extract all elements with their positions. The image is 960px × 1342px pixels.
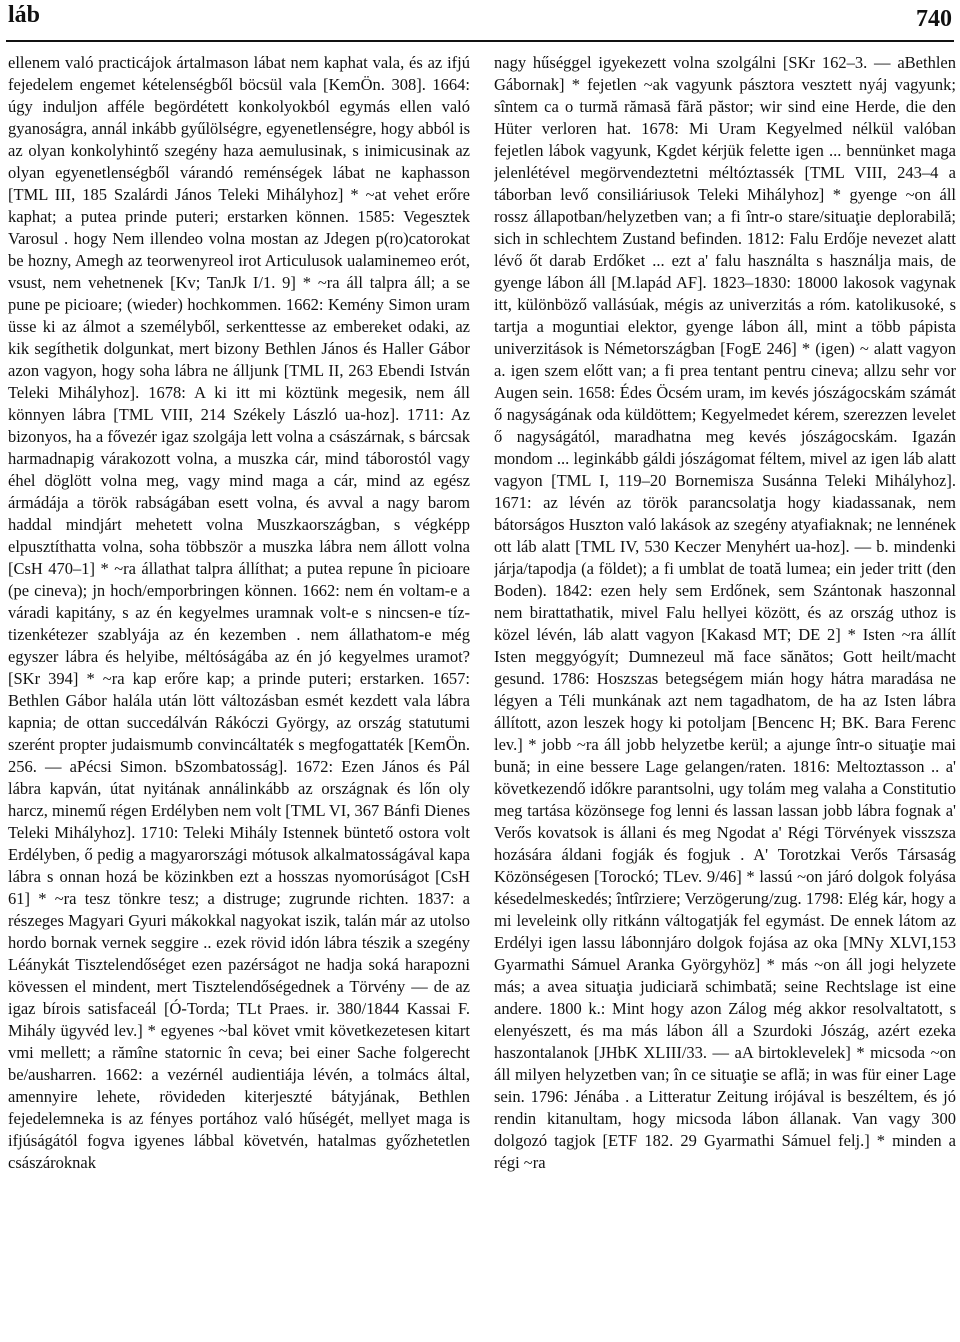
- page-header: [6, 0, 954, 40]
- right-column: [494, 52, 956, 1338]
- left-column: [8, 52, 470, 1338]
- header-rule: [6, 40, 954, 42]
- page-number: 740: [916, 6, 952, 32]
- left-column-text: ellenem való practicájok ártalmason lábat nem kaphat vala, és az ifjú fejedelem engemet kételenségből böcsül vala [KemÖn. 308]. 1664: úgy induljon afféle begördétett konkolyokból egymás ellen való gyanoságra, annál inkább gyűlölségre, egyenetlenségre, hogy abból is az olyan konkolyhintő szegény haza aemulusinak, s inimicusinak az olyan egyenetlenségből várandó reménségek lábat ne kaphasson [TML III, 185 Szalárdi János Teleki Mihályhoz] * ~at vehet erőre kaphat; a putea prinde puteri; erstarken können. 1585: Vegesztek Varosul . hogy Nem illendeo volna mostan az Jdegen p(ro)catorokat be hozny, Amegh az teorwenyreol irot Articulusok ualaminemeo erót, vsust, nem vehetnenek [Kv; TanJk I/1. 9] * ~ra áll talpra áll; a se pune pe picioare; (wieder) hochkommen. 1662: Kemény Simon uram üsse ki az álmot a személyből, serkenttesse az embereket odaki, az kik segíthetik dolgunkat, mert bizony Bethlen János és Haller Gábor azon vagyon, hogy soha lábra ne álljunk [TML II, 263 Ebendi István Teleki Mihályhoz]. 1678: A ki itt mi köztünk megesik, nem áll könnyen lábra [TML VIII, 214 Székely László ua-hoz]. 1711: Az bizonyos, ha a fővezér igaz szolgája lett volna a császárnak, s bárcsak harmadnapig várakozott volna, a muszka cár, mind táborostól vagy éhel döglött volna meg, vagy mind maga a cár, mind az egész ármádája a török rabságában esett volna, és avval a nagy barom haddal mindjárt mehetett volna Muszkaországban, s végképp elpusztíthatta volna, soha többször a muszka lábra nem állott volna [CsH 470–1] * ~ra állathat talpra állíthat; a putea repune în picioare (pe cineva); jn hoch/emporbringen können. 1662: nem én voltam-e a váradi kapitány, s az én kegyelmes uramnak volt-e s nincsen-e tíz-tizenkétezer szablyája az én kezemben . nem állathatom-e még egyszer lábra és helyibe, méltóságába az én jó kegyelmes uramot? [SKr 394] * ~ra kap erőre kap; a prinde puteri; erstarken. 1657: Bethlen Gábor halála után lött változásban esmét kezdett vala lábra kapnia; de ottan succedálván Rákóczi György, az ország statutumi szerént propter judaismumb convincáltaték s megfogattaték [KemÖn. 256. — aPécsi Simon. bSzombatosság]. 1672: Ezen János és Pál lábra kapván, útat nyitának annálinkább az országnak és lőn oly harcz, minemű régen Erdélyben nem volt [TML VI, 367 Bánfi Dienes Teleki Mihályhoz]. 1710: Teleki Mihály Istennek büntető ostora volt Erdélyben, ő pedig a magyarországi mótusok alkalmatosságával kapa lábra s onnan hozá be közinkben ezt a hosszas nyomorúságot [CsH 61] * ~ra tesz tönkre tesz; a distruge; zugrunde richten. 1837: a részeges Magyari Gyuri mákokkal nagyokat iszik, talán már az utolso hordo bornak vernek seggire .. ezek rövid idón lábra tészik a szegény Léánykát Tisztelendőséget ezen pazérságot ne hadja soká harapozni kövessen el mindent, mert Tisztelendőségednek a Törvény — de az igaz bírois satisfaceál [Ó-Torda; TLt Praes. ir. 380/1844 Kassai F. Mihály ügyvéd lev.] * egyenes ~bal követ vmit következetesen kitart vmi mellett; a rămîne statornic în ceva; bei einer Sache folgerecht be/ausharren. 1662: a vezérnél audientiája lévén, a tolmács által, amennyire lehete, rövideden kiterjeszté bátyjának, Bethlen fejedelemneka is az fényes portához való hűségét, mellyet maga is ifjúságától fogva igyenes lábbal követvén, hatalmas győzhetetlen császároknak: [8, 53, 470, 1172]
- right-column-text: nagy hűséggel igyekezett volna szolgálni [SKr 162–3. — aBethlen Gábornak] * fejetlen ~ak vagyunk pásztora vesztett nyáj vagyunk; sîntem ca o turmă rămasă fără păstor; wir sind eine Herde, die den Hüter verloren hat. 1678: Mi Uram Kegyelmed nélkül valóban fejetlen lábok vagyunk, Kgdet kérjük felette igen ... bennünket maga jelenlétével megörvendeztetni méltóztassék [TML VIII, 243–4 a táborban levő consiliáriusok Teleki Mihályhoz] * gyenge ~on áll rossz állapotban/helyzetben van; a fi într-o stare/situaţie deplorabilă; sich in schlechtem Zustand befinden. 1812: Falu Erdője nevezet alatt lévő őt darab Erdőket ... ezt a' falu használta s használja mais, de gyenge lábon áll [M.lapád AF]. 1823–1830: 18000 lakosok vagynak itt, különböző vallásúak, mégis az univerzitás a róm. katolikusoké, s tartja a moguntiai elektor, gyenge lábon áll, mint a több pápista univerzitások is Németországban [FogE 246] * (igen) ~ alatt vagyon a. igen szem előtt van; a fi prea tentant pentru cineva; allzu sehr vor Augen sein. 1658: Édes Öcsém uram, im kevés jószágocskám számát ő nagyságának oda küldöttem; Kegyelmedet kérem, szerezzen levelet ő nagyságától, maradhatna meg kevés jószágocskám. Igazán mondom ... leginkább gáldi jószágomat féltem, mivel az igen láb alatt vagyon [TML I, 119–20 Bornemisza Susánna Teleki Mihályhoz]. 1671: az lévén az török parancsolatja hogy kiadassanak, nem bátorságos Huszton való lakások az szegény atyafiaknak; ne lennének ott láb alatt [TML IV, 530 Keczer Menyhért ua-hoz]. — b. mindenki járja/tapodja (a földet); a fi umblat de toată lumea; ein jeder tritt (den Boden). 1842: ezen hely sem Erdőnek, sem Szántonak haszonnal nem birattathatik, mivel Falu hellyei között, és az ország uthoz is közel lévén, láb alatt vagyon [Kakasd MT; DE 2] * Isten ~ra állít Isten meggyógyít; Dumnezeul mă face sănătos; Gott heilt/macht gesund. 1786: Hoszszas betegségem mián hogy hátra maradása ne légyen a Téli munkának azt nem tagadhatom, de ha az Isten lábra állított, azon leszek hogy ki potoljam [Bencenc H; BK. Bara Ferenc lev.] * jobb ~ra áll jobb helyzetbe kerül; a ajunge într-o situaţie mai bună; in eine bessere Lage gelangen/raten. 1816: Meltoztasson .. a' következendő időkre parantsolni, ugy tolám meg valaha a Constitutio meg tartása közönsege fog lenni és lassan lassan jobb lábra fognak a' Verős kovatsok is állani és meg Ngodat a' Régi Törvények visszsza hozására áldani fogják és fogjuk . A' Torotzkai Verős Társaság Közönségesen [Torockó; TLev. 9/46] * lassú ~on járó dolgok folyása késedelmeskedés; întîrziere; Verzögerung/zug. 1798: Elég kár, hogy a mi leveleink olly ritkánn váltogatják fel egymást. De ennek látom az Erdélyi igen lassu lábonnjáro dolgok fojása az oka [MNy XLVI,153 Gyarmathi Sámuel Aranka Györgyhöz] * más ~on áll jogi helyzete más; a avea situaţia judiciară schimbată; seine Rechtslage ist eine andere. 1800 k.: Mint hogy azon Zálog még akkor resolvaltatott, s elenyészett, és ma más lábon áll a Szurdoki Jószág, azért ezeka haszontalanok [JHbK XLIII/33. — aA birtoklevelek] * micsoda ~on áll milyen helyzetben van; în ce situaţie se află; in was für einer Lage sein. 1796: Jénába . a Litteratur Zeitung irójával is beszéltem, és jó rendin kitanultam, hogy micsoda lábon állanak. Van vagy 300 dolgozó tagjok [ETF 182. 29 Gyarmathi Sámuel felj.] * minden a régi ~ra: [494, 53, 956, 1172]
- running-headword: láb: [8, 2, 41, 28]
